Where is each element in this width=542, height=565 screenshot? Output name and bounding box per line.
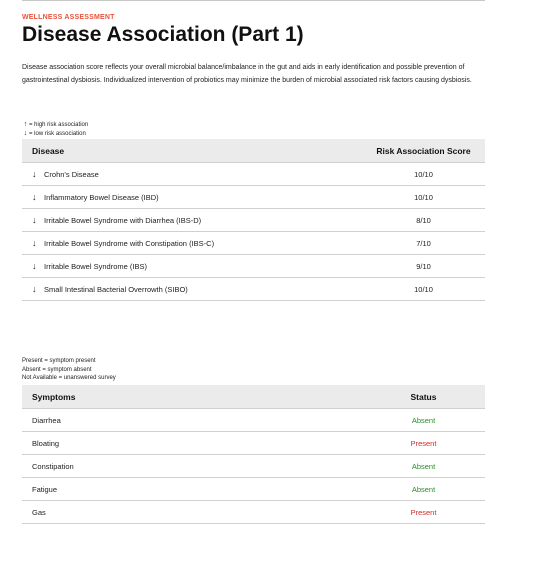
symptom-status: Present xyxy=(362,432,485,455)
disease-cell xyxy=(22,209,362,232)
disease-cell xyxy=(22,255,362,278)
disease-table xyxy=(22,139,485,301)
symptom-name: Gas xyxy=(22,501,362,524)
column-header-status: Status xyxy=(362,385,485,409)
arrow-down-icon: ↓ xyxy=(23,129,28,137)
risk-score: 10/10 xyxy=(362,278,485,301)
disease-name: Crohn's Disease xyxy=(44,170,99,179)
table-row xyxy=(22,278,485,301)
symptom-name: Constipation xyxy=(22,455,362,478)
disease-name: Irritable Bowel Syndrome (IBS) xyxy=(44,262,147,271)
legend-not-available: Not Available = unanswered survey xyxy=(22,375,116,381)
disease-name: Irritable Bowel Syndrome with Diarrhea (IBS-D) xyxy=(44,216,202,225)
symptom-status: Absent xyxy=(362,409,485,432)
column-header-score: Risk Association Score xyxy=(362,139,485,163)
risk-legend xyxy=(22,121,88,138)
table-row xyxy=(22,163,485,186)
symptom-legend xyxy=(22,357,116,383)
disease-name: Small Intestinal Bacterial Overrowth (SIBO) xyxy=(44,285,188,294)
arrow-down-icon: ↓ xyxy=(32,215,37,225)
page-title: Disease Association (Part 1) xyxy=(22,23,304,46)
risk-score: 9/10 xyxy=(362,255,485,278)
arrow-down-icon: ↓ xyxy=(32,261,37,271)
disease-cell xyxy=(22,163,362,186)
risk-score: 8/10 xyxy=(362,209,485,232)
risk-score: 7/10 xyxy=(362,232,485,255)
table-row xyxy=(22,478,485,501)
legend-present: Present = symptom present xyxy=(22,358,96,364)
table-row xyxy=(22,232,485,255)
description-paragraph: Disease association score reflects your overall microbial balance/imbalance in the gut and aids in early identification and possible prevention of gastrointestinal dysbiosis. Individualized intervention of probiotics may minimize the burden of microbial associated risk factors causing dysbiosis. xyxy=(22,64,472,84)
symptom-table-header xyxy=(22,385,485,409)
table-row xyxy=(22,432,485,455)
disease-cell xyxy=(22,232,362,255)
table-row xyxy=(22,255,485,278)
table-row xyxy=(22,409,485,432)
legend-absent: Absent = symptom absent xyxy=(22,366,92,373)
arrow-down-icon: ↓ xyxy=(32,192,37,202)
symptom-name: Fatigue xyxy=(22,478,362,501)
table-row xyxy=(22,186,485,209)
legend-low: ↓ = low risk association xyxy=(23,129,86,137)
column-header-symptoms: Symptoms xyxy=(22,385,362,409)
arrow-down-icon: ↓ xyxy=(32,169,37,179)
symptom-table xyxy=(22,385,485,524)
symptom-status: Absent xyxy=(362,455,485,478)
report-page xyxy=(22,0,485,517)
disease-cell xyxy=(22,278,362,301)
risk-score: 10/10 xyxy=(362,186,485,209)
table-row xyxy=(22,501,485,524)
symptom-status: Present xyxy=(362,501,485,524)
disease-name: Irritable Bowel Syndrome with Constipation (IBS-C) xyxy=(44,239,215,248)
top-divider xyxy=(22,0,485,1)
risk-score: 10/10 xyxy=(362,163,485,186)
column-header-disease: Disease xyxy=(22,139,362,163)
symptom-name: Diarrhea xyxy=(22,409,362,432)
legend-high: ↑ = high risk association xyxy=(23,121,89,128)
disease-table-header xyxy=(22,139,485,163)
section-kicker: WELLNESS ASSESSMENT xyxy=(22,14,115,21)
table-row xyxy=(22,455,485,478)
disease-name: Inflammatory Bowel Disease (IBD) xyxy=(44,193,159,202)
table-row xyxy=(22,209,485,232)
disease-cell xyxy=(22,186,362,209)
symptom-name: Bloating xyxy=(22,432,362,455)
arrow-down-icon: ↓ xyxy=(32,284,37,294)
arrow-up-icon: ↑ xyxy=(23,121,28,128)
symptom-status: Absent xyxy=(362,478,485,501)
arrow-down-icon: ↓ xyxy=(32,238,37,248)
